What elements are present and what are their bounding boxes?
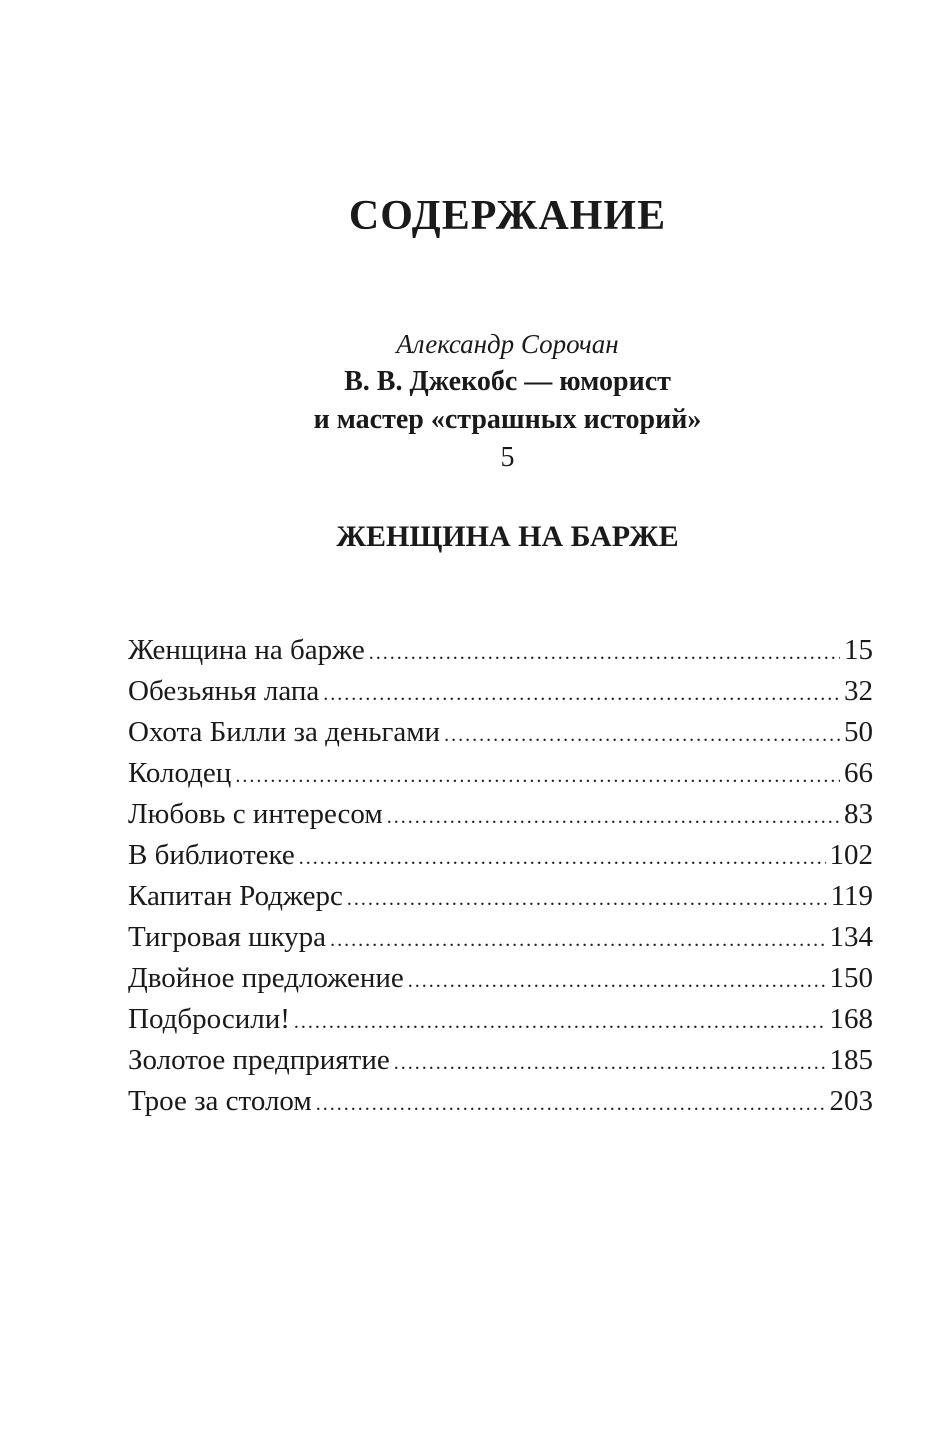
toc-entry-title: Подбросили! xyxy=(128,1003,290,1035)
toc-entry-page: 83 xyxy=(844,798,873,830)
toc-entry[interactable] xyxy=(128,712,873,753)
preface-title-line-1: В. В. Джекобс — юморист xyxy=(344,366,671,397)
toc-entry-title: Любовь с интересом xyxy=(128,798,383,830)
toc-entry-page: 66 xyxy=(844,757,873,789)
toc-leader-dots xyxy=(323,674,840,715)
toc-leader-dots xyxy=(444,715,840,756)
toc-entry-page: 185 xyxy=(829,1044,873,1076)
toc-entry-page: 102 xyxy=(829,839,873,871)
toc-entry-title: В библиотеке xyxy=(128,839,295,871)
preface-title-line-2: и мастер «страшных историй» xyxy=(313,404,702,435)
toc-entry[interactable] xyxy=(128,671,873,712)
toc-leader-dots xyxy=(299,838,826,879)
toc-entry-page: 50 xyxy=(844,716,873,748)
toc-entry-page: 32 xyxy=(844,675,873,707)
toc-entry-page: 168 xyxy=(829,1003,873,1035)
toc-leader-dots xyxy=(347,879,827,920)
preface-entry[interactable] xyxy=(0,325,949,477)
toc-entry[interactable] xyxy=(128,1081,873,1122)
toc-entry-page: 203 xyxy=(829,1085,873,1117)
toc-entry[interactable] xyxy=(128,835,873,876)
toc-leader-dots xyxy=(330,920,825,961)
toc-entry[interactable] xyxy=(128,794,873,835)
toc-entry-page: 134 xyxy=(829,921,873,953)
toc-leader-dots xyxy=(294,1002,826,1043)
toc-entry-title: Колодец xyxy=(128,757,232,789)
toc-leader-dots xyxy=(235,756,840,797)
toc-entry-title: Женщина на барже xyxy=(128,634,365,666)
toc-entry[interactable] xyxy=(128,999,873,1040)
toc-entry[interactable] xyxy=(128,958,873,999)
preface-author: Александр Сорочан xyxy=(396,329,619,359)
preface-page-number: 5 xyxy=(500,442,515,473)
toc-entry[interactable] xyxy=(128,630,873,671)
toc-entry[interactable] xyxy=(128,917,873,958)
toc-entry-title: Трое за столом xyxy=(128,1085,312,1117)
toc-entry-page: 15 xyxy=(844,634,873,666)
toc-entry[interactable] xyxy=(128,1040,873,1081)
toc-entry-title: Золотое предприятие xyxy=(128,1044,390,1076)
toc-entry[interactable] xyxy=(128,753,873,794)
section-title: ЖЕНЩИНА НА БАРЖЕ xyxy=(336,520,679,553)
toc-leader-dots xyxy=(316,1084,826,1125)
table-of-contents xyxy=(128,630,873,1122)
toc-leader-dots xyxy=(387,797,840,838)
toc-entry-title: Тигровая шкура xyxy=(128,921,327,953)
toc-entry-title: Двойное предложение xyxy=(128,962,404,994)
toc-entry-page: 119 xyxy=(830,880,873,912)
toc-entry[interactable] xyxy=(128,876,873,917)
toc-leader-dots xyxy=(394,1043,826,1084)
page-title: СОДЕРЖАНИЕ xyxy=(348,193,667,239)
toc-leader-dots xyxy=(369,633,840,674)
toc-entry-title: Обезьянья лапа xyxy=(128,675,320,707)
toc-leader-dots xyxy=(408,961,826,1002)
toc-entry-title: Охота Билли за деньгами xyxy=(128,716,441,748)
toc-entry-page: 150 xyxy=(829,962,873,994)
toc-entry-title: Капитан Роджерс xyxy=(128,880,343,912)
